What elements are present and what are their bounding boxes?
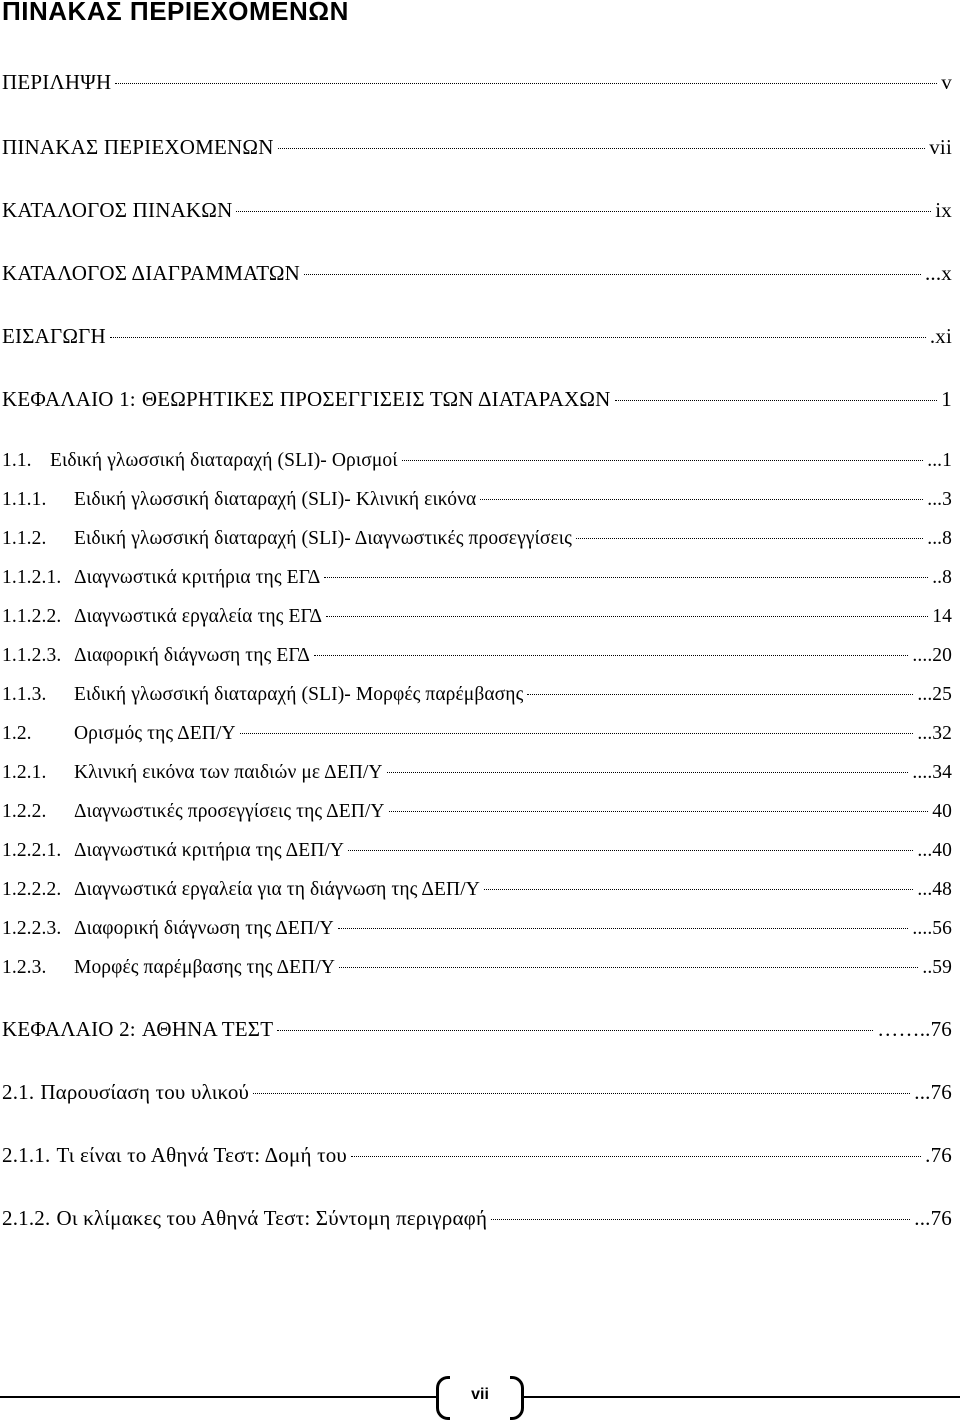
toc-entry-text: ΘΕΩΡΗΤΙΚΕΣ ΠΡΟΣΕΓΓΙΣΕΙΣ ΤΩΝ ΔΙΑΤΑΡΑΧΩΝ — [141, 387, 611, 411]
toc-entry[interactable] — [2, 324, 952, 354]
toc-entry-text: Ειδική γλωσσική διαταραχή (SLI)- Διαγνωστικές προσεγγίσεις — [74, 528, 572, 549]
toc-entry-number: 1.2.2.1. — [2, 840, 62, 861]
toc-entry-number: 2.1. — [2, 1080, 35, 1104]
dot-leader — [304, 274, 921, 275]
dot-leader — [324, 577, 928, 578]
dot-leader — [278, 148, 926, 149]
toc-entry[interactable] — [2, 70, 952, 100]
toc-entry-page: ...76 — [914, 1080, 952, 1104]
toc-entry[interactable] — [2, 1017, 952, 1047]
toc-entry[interactable] — [2, 879, 952, 909]
dot-leader — [253, 1093, 910, 1094]
toc-entry-page: ....34 — [912, 762, 952, 783]
toc-entry[interactable] — [2, 723, 952, 753]
toc-entry[interactable] — [2, 918, 952, 948]
toc-entry-page: ....56 — [912, 918, 952, 939]
toc-entry-number: 2.1.2. — [2, 1206, 51, 1230]
dot-leader — [277, 1030, 873, 1031]
toc-entry-number: 1.1.2.2. — [2, 606, 62, 627]
dot-leader — [348, 850, 913, 851]
toc-entry-page: ...32 — [917, 723, 952, 744]
toc-entry-number: ΚΕΦΑΛΑΙΟ 2: — [2, 1017, 136, 1041]
toc-entry-text: ΠΕΡΙΛΗΨΗ — [2, 70, 112, 94]
toc-entry[interactable] — [2, 684, 952, 714]
toc-entry-number: 1.1.2.1. — [2, 567, 62, 588]
dot-leader — [236, 211, 931, 212]
dot-leader — [491, 1219, 910, 1220]
dot-leader — [389, 811, 929, 812]
dot-leader — [314, 655, 908, 656]
dot-leader — [484, 889, 913, 890]
toc-entry-page: ...40 — [917, 840, 952, 861]
toc-entry-page: 14 — [932, 606, 952, 627]
toc-entry[interactable] — [2, 957, 952, 987]
toc-entry-text: Διαγνωστικά εργαλεία της ΕΓΔ — [74, 606, 323, 627]
toc-entry[interactable] — [2, 606, 952, 636]
toc-entry-text: Ειδική γλωσσική διαταραχή (SLI)- Κλινική εικόνα — [74, 489, 477, 510]
dot-leader — [240, 733, 914, 734]
dot-leader — [402, 460, 924, 461]
footer-rule-left — [0, 1396, 436, 1398]
toc-entry-page: ...76 — [914, 1206, 952, 1230]
toc-entry-page: .76 — [925, 1143, 952, 1167]
footer-rule-right — [524, 1396, 960, 1398]
toc-entry-text: Διαγνωστικά εργαλεία για τη διάγνωση της ΔΕΠ/Υ — [74, 879, 480, 900]
toc-entry-page: vii — [929, 135, 952, 159]
dot-leader — [115, 83, 937, 84]
toc-entry-page: 40 — [932, 801, 952, 822]
toc-entry-text: Τι είναι το Αθηνά Τεστ: Δομή του — [56, 1143, 348, 1167]
page-number: vii — [471, 1386, 489, 1403]
toc-entry-page: ……..76 — [877, 1017, 952, 1041]
toc-entry[interactable] — [2, 567, 952, 597]
toc-entry-page: ...1 — [927, 450, 952, 471]
toc-entry-number: 1.1. — [2, 450, 32, 471]
toc-entry[interactable] — [2, 801, 952, 831]
toc-entry-number: 1.2.2.2. — [2, 879, 62, 900]
toc-entry-text: Ορισμός της ΔΕΠ/Υ — [74, 723, 236, 744]
toc-entry-page: ...3 — [927, 489, 952, 510]
toc-entry-page: ...x — [924, 261, 952, 285]
toc-entry-page: ..59 — [922, 957, 952, 978]
toc-entry-number: 1.1.2. — [2, 528, 47, 549]
toc-entry-number: ΚΕΦΑΛΑΙΟ 1: — [2, 387, 136, 411]
dot-leader — [339, 967, 918, 968]
toc-entry-number: 2.1.1. — [2, 1143, 51, 1167]
toc-entry[interactable] — [2, 1206, 952, 1236]
toc-entry-text: Διαγνωστικά κριτήρια της ΕΓΔ — [74, 567, 321, 588]
dot-leader — [326, 616, 928, 617]
toc-entry-page: 1 — [941, 387, 952, 411]
toc-entry-text: ΚΑΤΑΛΟΓΟΣ ΠΙΝΑΚΩΝ — [2, 198, 233, 222]
dot-leader — [576, 538, 923, 539]
dot-leader — [338, 928, 909, 929]
dot-leader — [615, 400, 938, 401]
dot-leader — [387, 772, 909, 773]
dot-leader — [527, 694, 913, 695]
toc-entry-number: 1.2.2. — [2, 801, 47, 822]
toc-entry-text: ΕΙΣΑΓΩΓΗ — [2, 324, 106, 348]
toc-entry[interactable] — [2, 261, 952, 291]
toc-entry-page: v — [941, 70, 952, 94]
toc-entry-text: Ειδική γλωσσική διαταραχή (SLI)- Μορφές παρέμβασης — [74, 684, 524, 705]
toc-entry-page: ...8 — [927, 528, 952, 549]
toc-entry-text: Διαφορική διάγνωση της ΔΕΠ/Υ — [74, 918, 334, 939]
toc-entry-number: 1.1.1. — [2, 489, 47, 510]
toc-entry-number: 1.2. — [2, 723, 32, 744]
toc-entry-page: ...48 — [917, 879, 952, 900]
toc-entry-page: ..8 — [932, 567, 952, 588]
dot-leader — [110, 337, 926, 338]
toc-entry-text: ΑΘΗΝΑ ΤΕΣΤ — [141, 1017, 274, 1041]
toc-entry-text: Ειδική γλωσσική διαταραχή (SLI)- Ορισμοί — [50, 450, 398, 471]
dot-leader — [351, 1156, 921, 1157]
toc-entry-page: ....20 — [912, 645, 952, 666]
toc-entry-text: Παρουσίαση του υλικού — [40, 1080, 250, 1104]
toc-entry[interactable] — [2, 840, 952, 870]
toc-entry-text: Μορφές παρέμβασης της ΔΕΠ/Υ — [74, 957, 336, 978]
footer-bracket-left — [436, 1376, 450, 1420]
toc-entry[interactable] — [2, 528, 952, 558]
toc-entry-text: ΠΙΝΑΚΑΣ ΠΕΡΙΕΧΟΜΕΝΩΝ — [2, 135, 274, 159]
toc-entry-page: ix — [935, 198, 952, 222]
page-title: ΠΙΝΑΚΑΣ ΠΕΡΙΕΧΟΜΕΝΩΝ — [2, 0, 349, 26]
toc-entry[interactable] — [2, 1080, 952, 1110]
toc-entry-number: 1.2.3. — [2, 957, 47, 978]
toc-entry-number: 1.1.3. — [2, 684, 47, 705]
toc-entry-text: Οι κλίμακες του Αθηνά Τεστ: Σύντομη περιγραφή — [56, 1206, 488, 1230]
toc-entry-text: ΚΑΤΑΛΟΓΟΣ ΔΙΑΓΡΑΜΜΑΤΩΝ — [2, 261, 301, 285]
toc-entry[interactable] — [2, 450, 952, 480]
toc-entry-text: Διαγνωστικές προσεγγίσεις της ΔΕΠ/Υ — [74, 801, 385, 822]
toc-entry[interactable] — [2, 762, 952, 792]
toc-entry-text: Κλινική εικόνα των παιδιών με ΔΕΠ/Υ — [74, 762, 383, 783]
toc-entry-number: 1.2.1. — [2, 762, 47, 783]
toc-entry[interactable] — [2, 198, 952, 228]
toc-entry-text: Διαγνωστικά κριτήρια της ΔΕΠ/Υ — [74, 840, 345, 861]
footer-bracket-right — [510, 1376, 524, 1420]
toc-entry-page: .xi — [929, 324, 952, 348]
toc-entry-number: 1.2.2.3. — [2, 918, 62, 939]
toc-entry-number: 1.1.2.3. — [2, 645, 62, 666]
toc-entry[interactable] — [2, 1143, 952, 1173]
toc-entry-page: ...25 — [917, 684, 952, 705]
toc-entry[interactable] — [2, 387, 952, 417]
toc-entry[interactable] — [2, 135, 952, 165]
toc-entry[interactable] — [2, 489, 952, 519]
dot-leader — [480, 499, 923, 500]
toc-entry[interactable] — [2, 645, 952, 675]
toc-entry-text: Διαφορική διάγνωση της ΕΓΔ — [74, 645, 311, 666]
